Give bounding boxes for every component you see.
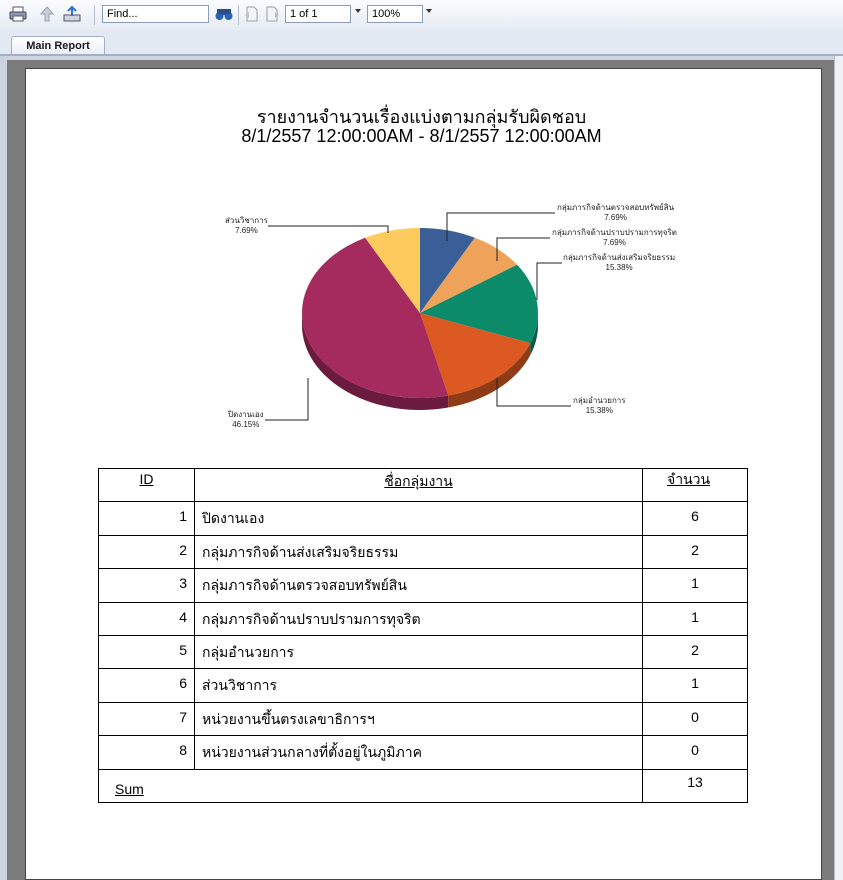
table-row-count: 0: [642, 702, 748, 736]
up-arrow-icon[interactable]: [37, 4, 57, 24]
prev-page-icon[interactable]: [242, 4, 262, 24]
table-row-id: 4: [98, 602, 195, 636]
binoculars-icon[interactable]: [214, 4, 234, 24]
table-row-name: กลุ่มภารกิจด้านตรวจสอบทรัพย์สิน: [194, 568, 643, 602]
pie-slice-label: กลุ่มภารกิจด้านส่งเสริมจริยธรรม 15.38%: [563, 253, 676, 272]
pie-slice-label: ส่วนวิชาการ 7.69%: [225, 216, 268, 235]
pie-slice-label: กลุ่มภารกิจด้านปราบปรามการทุจริต 7.69%: [552, 228, 677, 247]
table-row-name: หน่วยงานขึ้นตรงเลขาธิการฯ: [194, 702, 643, 736]
table-sum-value: 13: [642, 769, 748, 803]
print-icon[interactable]: [8, 4, 28, 24]
table-row-count: 0: [642, 735, 748, 769]
page-dropdown-icon[interactable]: [355, 9, 361, 13]
table-row-id: 1: [98, 501, 195, 535]
pie-slice-label: ปิดงานเอง 46.15%: [228, 410, 264, 429]
toolbar-separator: [94, 5, 95, 25]
table-row-id: 2: [98, 535, 195, 569]
table-row-id: 7: [98, 702, 195, 736]
table-row-count: 1: [642, 668, 748, 702]
pie-slice-label: กลุ่มอำนวยการ 15.38%: [573, 396, 626, 415]
pie-slice-label: กลุ่มภารกิจด้านตรวจสอบทรัพย์สิน 7.69%: [557, 203, 675, 222]
table-sum-label: Sum: [98, 769, 643, 803]
table-row-name: ปิดงานเอง: [194, 501, 643, 535]
table-row-count: 2: [642, 535, 748, 569]
report-title: รายงานจำนวนเรื่องแบ่งตามกลุ่มรับผิดชอบ: [256, 107, 587, 127]
zoom-dropdown-icon[interactable]: [426, 9, 432, 13]
table-row-name: ส่วนวิชาการ: [194, 668, 643, 702]
page-number-field[interactable]: 1 of 1: [285, 5, 351, 23]
table-row-id: 8: [98, 735, 195, 769]
tab-bar: [0, 30, 843, 54]
table-row-count: 1: [642, 602, 748, 636]
next-page-icon[interactable]: [262, 4, 282, 24]
vertical-scrollbar[interactable]: [834, 56, 843, 880]
find-input[interactable]: Find...: [102, 5, 209, 23]
tab-main-report[interactable]: Main Report: [11, 36, 105, 55]
table-header-count: จำนวน: [642, 468, 748, 502]
table-row-id: 6: [98, 668, 195, 702]
toolbar-separator: [238, 5, 239, 25]
table-row-id: 5: [98, 635, 195, 669]
export-icon[interactable]: [62, 4, 82, 24]
table-row-name: หน่วยงานส่วนกลางที่ตั้งอยู่ในภูมิภาค: [194, 735, 643, 769]
report-date-range: 8/1/2557 12:00:00AM - 8/1/2557 12:00:00AM: [241, 126, 602, 146]
table-row-name: กลุ่มภารกิจด้านส่งเสริมจริยธรรม: [194, 535, 643, 569]
table-row-name: กลุ่มภารกิจด้านปราบปรามการทุจริต: [194, 602, 643, 636]
table-header-id: ID: [98, 468, 195, 502]
table-row-count: 6: [642, 501, 748, 535]
table-row-count: 1: [642, 568, 748, 602]
table-row-name: กลุ่มอำนวยการ: [194, 635, 643, 669]
table-row-count: 2: [642, 635, 748, 669]
viewer-toolbar: [0, 0, 843, 31]
zoom-field[interactable]: 100%: [367, 5, 423, 23]
table-header-name: ชื่อกลุ่มงาน: [194, 468, 643, 502]
table-row-id: 3: [98, 568, 195, 602]
